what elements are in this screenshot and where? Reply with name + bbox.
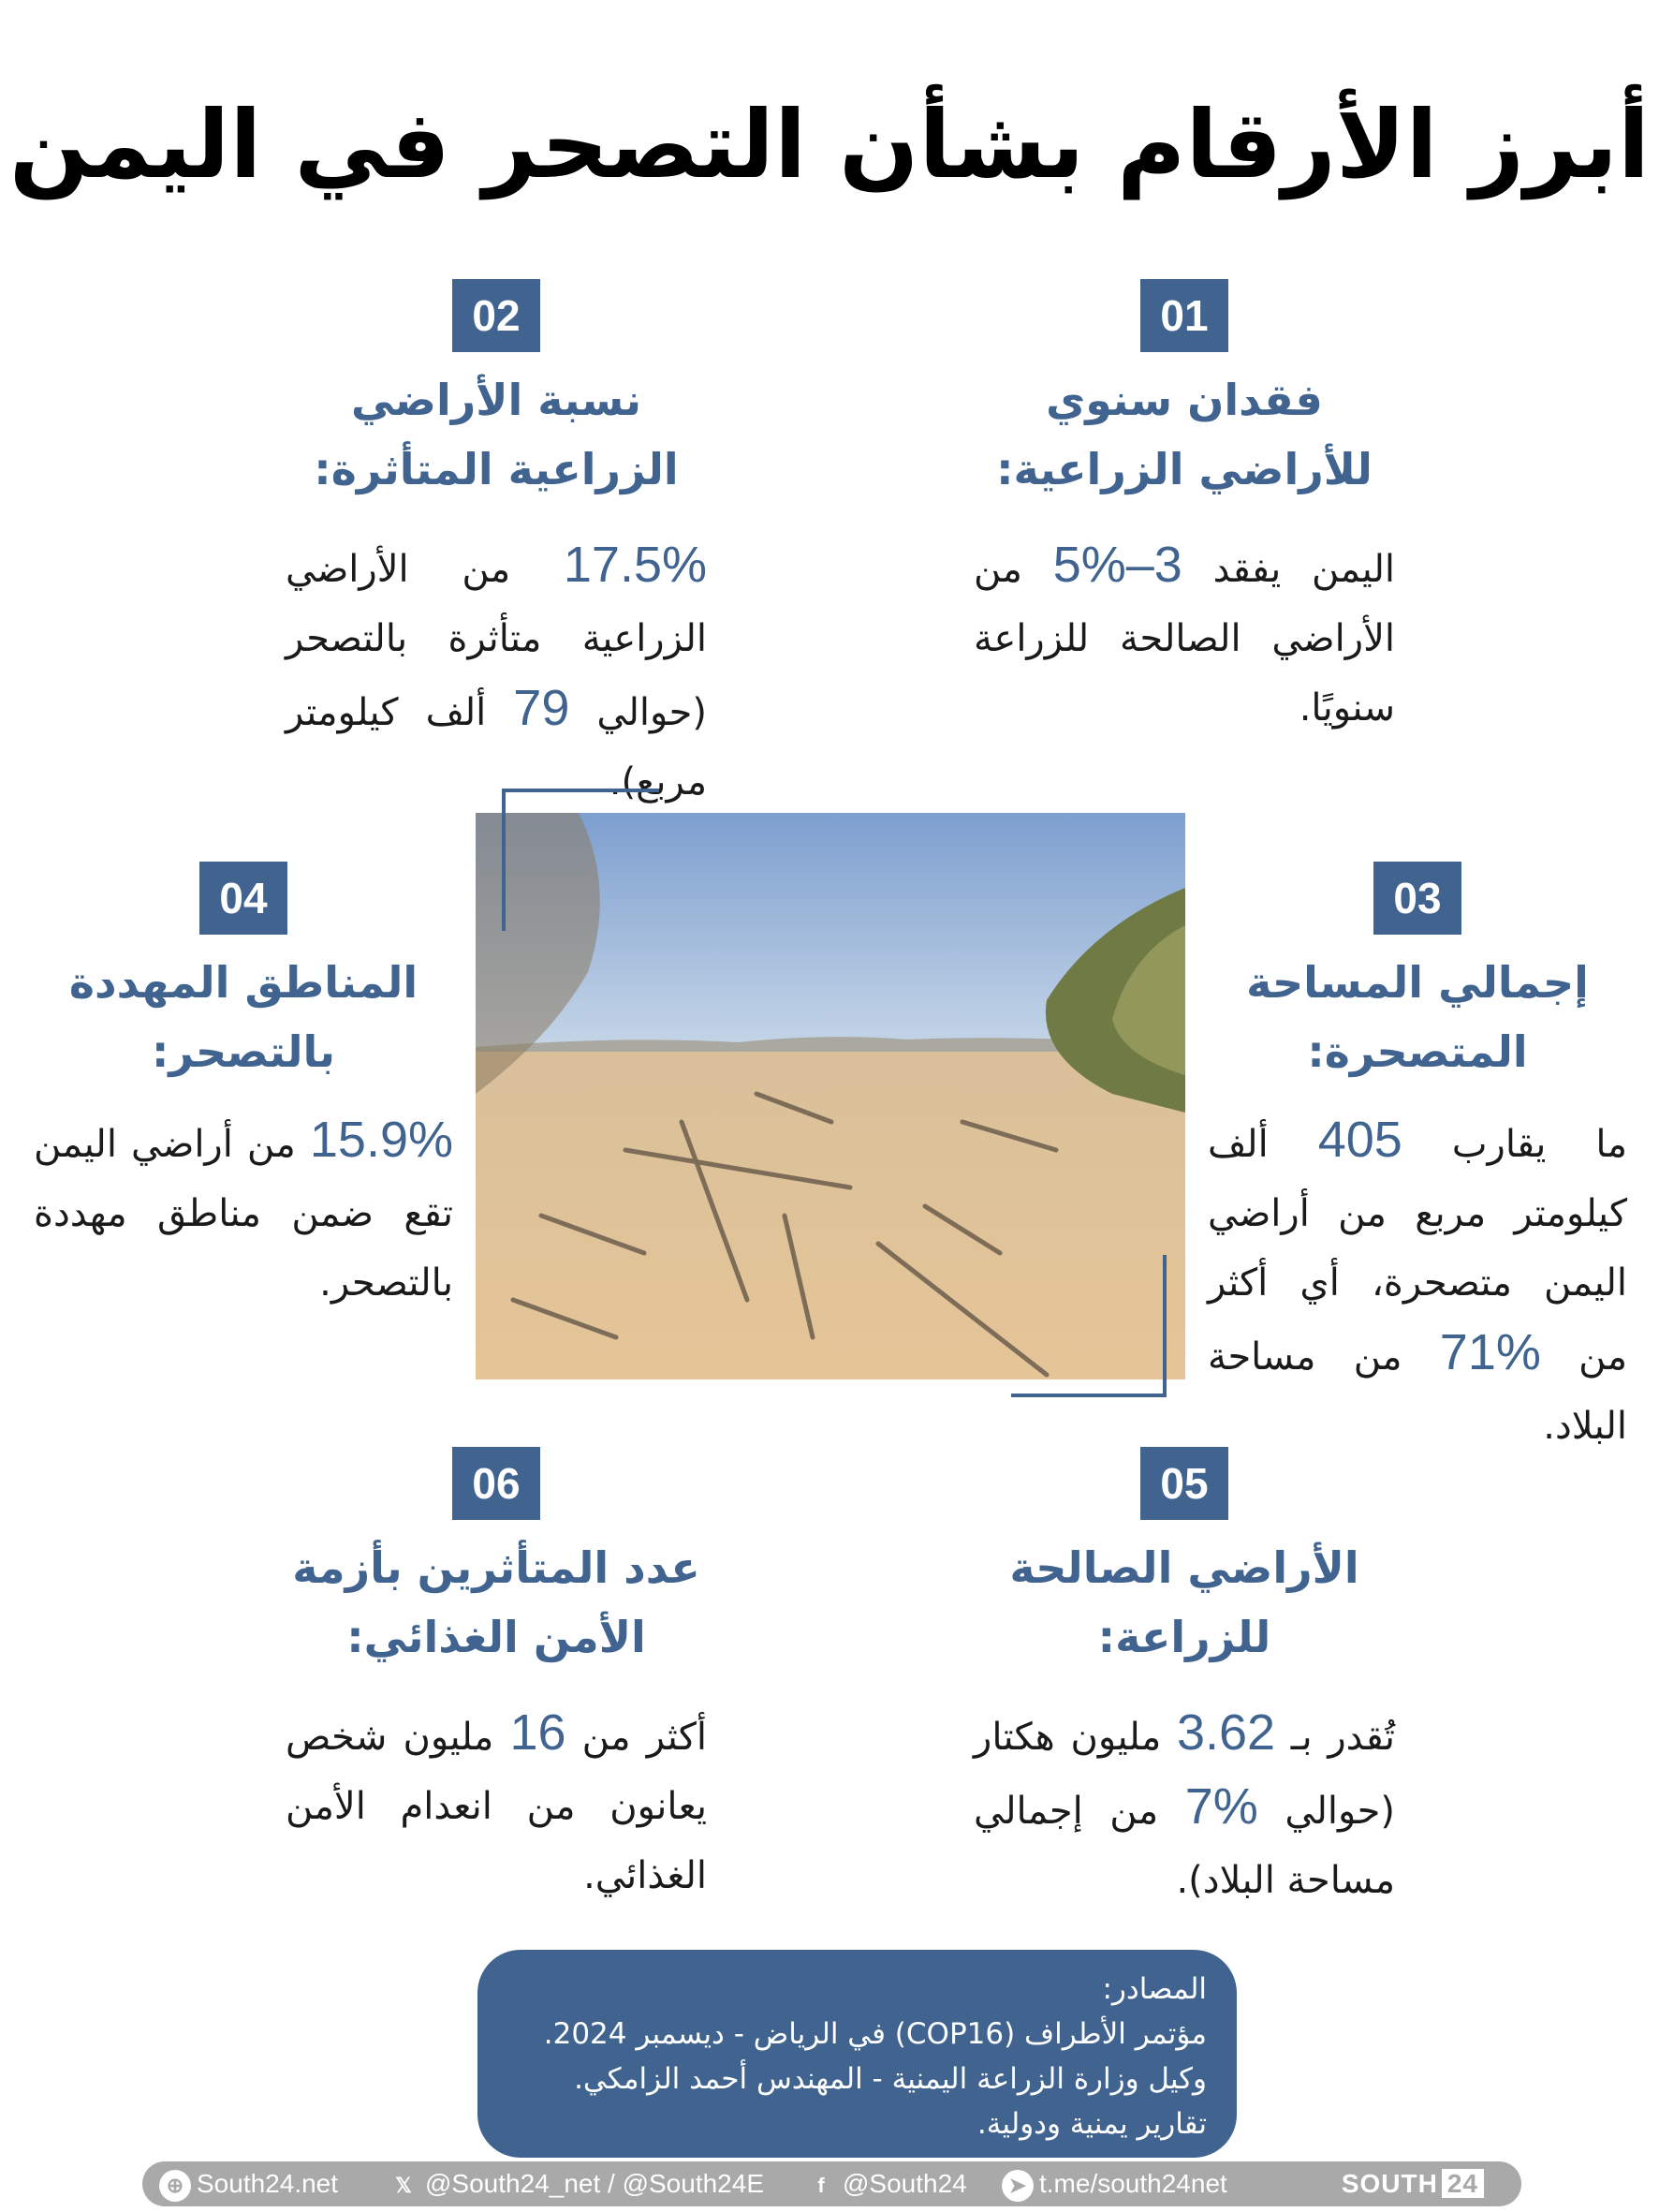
section-body: 17.5% من الأراضي الزراعية متأثرة بالتصحر (حوالي 79 ألف كيلومتر مربع). — [286, 537, 707, 804]
stat-value: 3–5% — [1052, 537, 1182, 593]
telegram-icon: ➤ — [1002, 2170, 1034, 2202]
facebook-link[interactable]: f @South24 — [805, 2161, 967, 2206]
stat-value-secondary: 7% — [1184, 1778, 1258, 1835]
stat-value: 405 — [1317, 1112, 1402, 1168]
section-body: تُقدر بـ 3.62 مليون هكتار (حوالي 7% من إجمالي مساحة البلاد). — [974, 1704, 1396, 1902]
section-01 — [974, 279, 1395, 743]
section-title: الأراضي الصالحة للزراعة: — [1009, 1542, 1359, 1662]
facebook-icon: f — [817, 2173, 825, 2197]
section-06 — [286, 1447, 707, 1910]
section-title: إجمالي المساحة المتصحرة: — [1246, 957, 1589, 1077]
stat-value-secondary: 79 — [513, 680, 570, 736]
section-05 — [974, 1447, 1395, 1915]
source-item: مؤتمر الأطراف (COP16) في الرياض - ديسمبر 2024. — [543, 2017, 1207, 2051]
section-title: نسبة الأراضي الزراعية المتأثرة: — [314, 375, 679, 494]
photo-connector-bottom — [1011, 1255, 1167, 1397]
source-item: وكيل وزارة الزراعة اليمنية - المهندس أحمد الزامكي. — [574, 2062, 1207, 2096]
stat-value-secondary: 71% — [1439, 1324, 1541, 1380]
footer-bar — [142, 2161, 1521, 2206]
brand-logo: SOUTH 24 — [1342, 2167, 1484, 2201]
telegram-link[interactable]: ➤ t.me/south24net — [1002, 2161, 1227, 2206]
x-handles-link[interactable]: 𝕏 @South24_net / @South24E — [388, 2161, 764, 2206]
website-link[interactable]: ⊕ South24.net — [159, 2161, 338, 2206]
section-number: 01 — [1140, 279, 1228, 352]
page-title: أبرز الأرقام بشأن التصحر في اليمن — [8, 90, 1651, 199]
source-item: تقارير يمنية ودولية. — [976, 2107, 1207, 2141]
section-title: عدد المتأثرين بأزمة الأمن الغذائي: — [292, 1542, 700, 1662]
x-icon: 𝕏 — [395, 2173, 412, 2197]
stat-value: 17.5% — [563, 537, 707, 593]
section-number: 03 — [1373, 862, 1461, 935]
section-body: ما يقارب 405 ألف كيلومتر مربع من أراضي اليمن متصحرة، أي أكثر من 71% من مساحة البلاد. — [1208, 1112, 1627, 1448]
photo-connector-top — [502, 789, 659, 931]
section-body: أكثر من 16 مليون شخص يعانون من انعدام الأمن الغذائي. — [286, 1704, 707, 1897]
section-title: فقدان سنوي للأراضي الزراعية: — [996, 375, 1373, 494]
section-04 — [34, 862, 453, 1318]
section-number: 02 — [452, 279, 540, 352]
section-number: 05 — [1140, 1447, 1228, 1520]
stat-value: 16 — [509, 1704, 566, 1761]
section-03 — [1208, 862, 1627, 1461]
section-body: 15.9% من أراضي اليمن تقع ضمن مناطق مهددة بالتصحر. — [34, 1112, 453, 1305]
stat-value: 15.9% — [309, 1112, 453, 1168]
globe-icon: ⊕ — [159, 2170, 191, 2202]
sources-box — [477, 1950, 1237, 2158]
sources-heading: المصادر: — [1102, 1972, 1207, 2006]
stat-value: 3.62 — [1176, 1704, 1276, 1761]
section-title: المناطق المهددة بالتصحر: — [68, 957, 418, 1077]
section-02 — [286, 279, 707, 817]
section-number: 04 — [199, 862, 287, 935]
section-number: 06 — [452, 1447, 540, 1520]
section-body: اليمن يفقد 3–5% من الأراضي الصالحة للزراعة سنويًا. — [974, 537, 1395, 730]
